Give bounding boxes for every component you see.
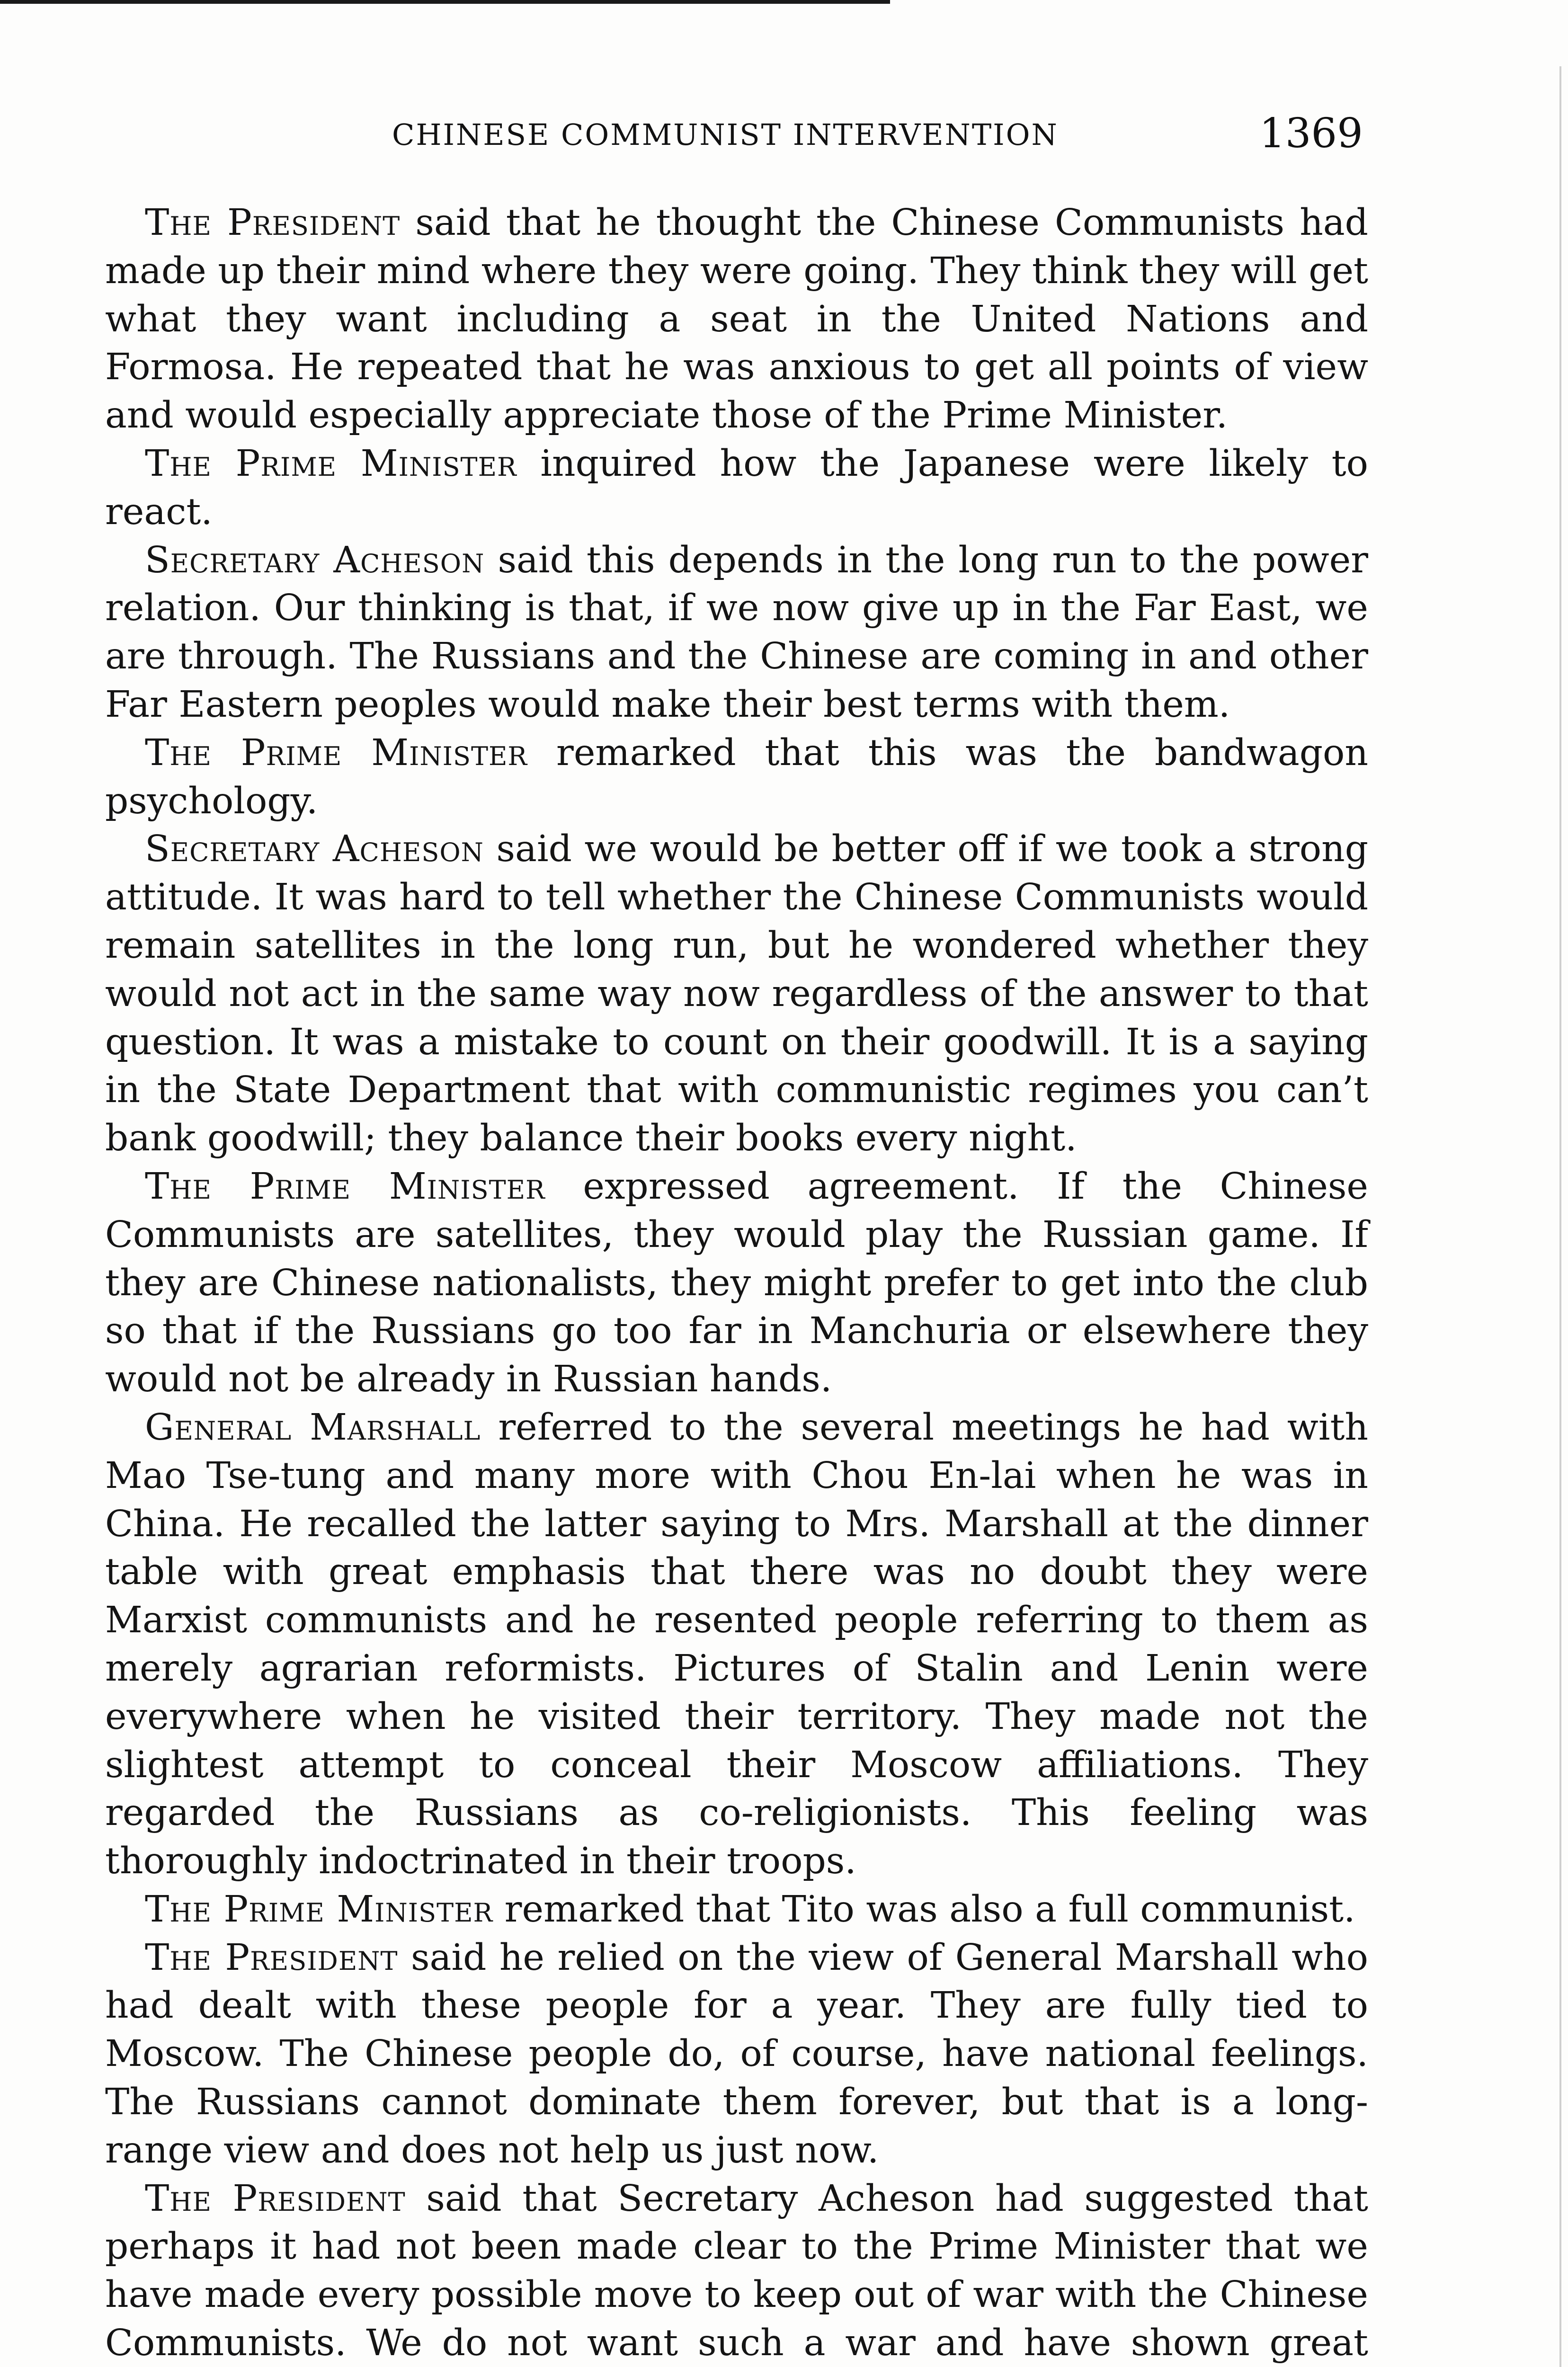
- paragraph: [105, 825, 1368, 1163]
- speaker-name: The Prime Minister: [145, 442, 517, 485]
- speaker-name: Secretary Acheson: [145, 828, 484, 871]
- paragraph: [105, 1404, 1368, 1886]
- paragraph-text: said that Secretary Acheson had suggested that perhaps it had not been made clear to the Prime Minister that we have made every possible move to keep out of war with the Chinese Communists. We do not want such a war and have shown great: [105, 2177, 1368, 2365]
- paragraph-text: said that he thought the Chinese Communists had made up their mind where they were going. They think they will get what they want including a seat in the United Nations and Formosa. He repeated that he was anxious to get all points of view and would especially appreciate those of the Prime Minister.: [105, 202, 1368, 437]
- paragraph: [105, 1934, 1368, 2175]
- paragraph-text: said we would be better off if we took a strong attitude. It was hard to tell whether the Chinese Communists would remain satellites in the long run, but he wondered whether they would not act in the same way now regardless of the answer to that question. It was a mistake to count on their goodwill. It is a saying in the State Department that with communistic regimes you can’t bank goodwill; they balance their books every night.: [105, 828, 1368, 1160]
- paragraph: [105, 729, 1368, 826]
- speaker-name: Secretary Acheson: [145, 539, 485, 581]
- right-scan-edge: [1559, 66, 1561, 2367]
- paragraph: [105, 2175, 1368, 2367]
- paragraph: [105, 536, 1368, 729]
- speaker-name: The Prime Minister: [145, 1165, 545, 1208]
- speaker-name: The Prime Minister: [145, 731, 528, 774]
- paragraph-text: inquired how the Japanese were likely to react.: [105, 442, 1368, 533]
- paragraph-text: remarked that this was the bandwagon psychology.: [105, 731, 1368, 822]
- paragraph-text: said this depends in the long run to the power relation. Our thinking is that, if we now give up in the Far East, we are through. The Russians and the Chinese are coming in and other Far Eastern peoples would make their best terms with them.: [105, 539, 1368, 726]
- speaker-name: The President: [145, 1936, 398, 1979]
- paragraph: [105, 1163, 1368, 1404]
- speaker-name: The President: [145, 2177, 406, 2220]
- running-head: CHINESE COMMUNIST INTERVENTION: [392, 117, 1059, 152]
- paragraph: [105, 199, 1368, 440]
- page-number: 1369: [1259, 110, 1363, 157]
- paragraph-text: remarked that Tito was also a full communist.: [504, 1888, 1355, 1931]
- top-scan-border: [0, 0, 890, 4]
- body-text: [105, 199, 1368, 2367]
- speaker-name: The President: [145, 202, 401, 244]
- speaker-name: General Marshall: [145, 1406, 481, 1449]
- paragraph: [105, 440, 1368, 536]
- paragraph-text: referred to the several meetings he had with Mao Tse-tung and many more with Chou En-lai when he was in China. He recalled the latter saying to Mrs. Marshall at the dinner table with great emphasis that there was no doubt they were Marxist communists and he resented people referring to them as merely agrarian reformists. Pictures of Stalin and Lenin were everywhere when he visited their territory. They made not the slightest attempt to conceal their Moscow affiliations. They regarded the Russians as co-religionists. This feeling was thoroughly indoctrinated in their troops.: [105, 1406, 1368, 1883]
- speaker-name: The Prime Minister: [145, 1888, 493, 1931]
- paragraph-text: expressed agreement. If the Chinese Communists are satellites, they would play the Russian game. If they are Chinese nationalists, they might prefer to get into the club so that if the Russians go too far in Manchuria or elsewhere they would not be already in Russian hands.: [105, 1165, 1368, 1401]
- paragraph: [105, 1886, 1368, 1934]
- paragraph-text: said he relied on the view of General Marshall who had dealt with these people for a year. They are fully tied to Moscow. The Chinese people do, of course, have national feelings. The Russians cannot dominate them forever, but that is a long-range view and does not help us just now.: [105, 1936, 1368, 2171]
